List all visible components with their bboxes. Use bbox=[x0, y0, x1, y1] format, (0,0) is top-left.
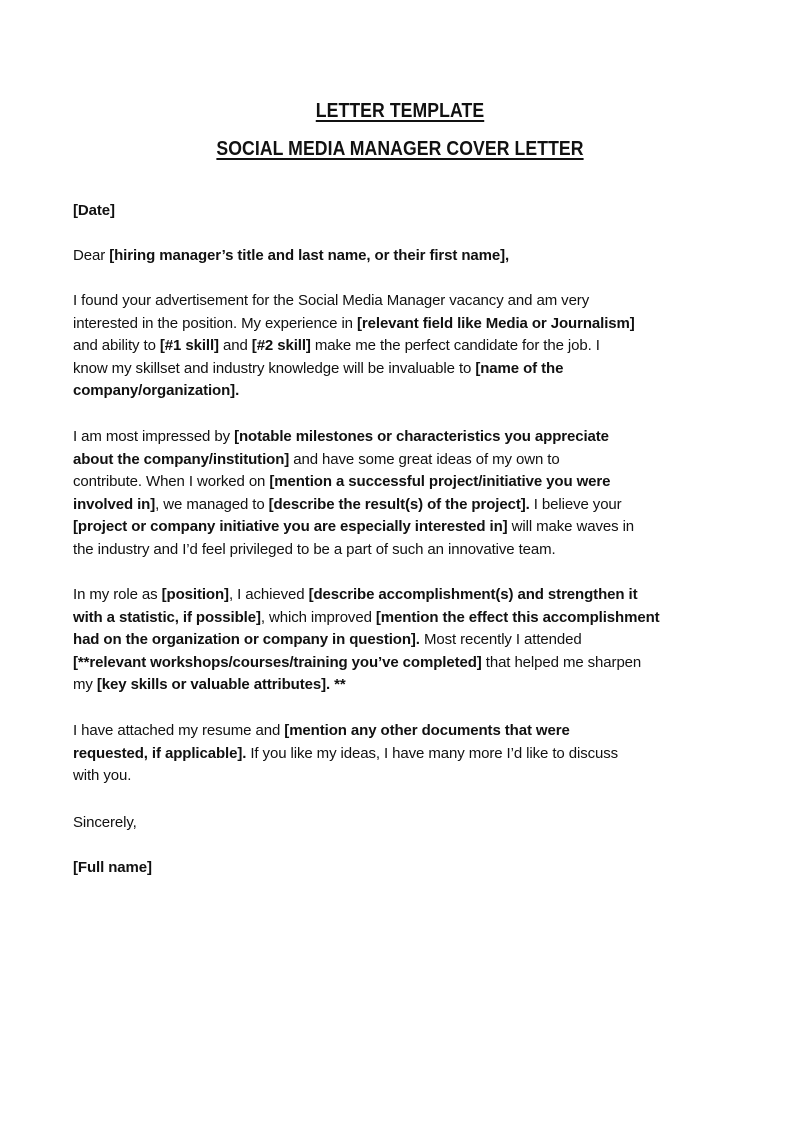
text-line bbox=[73, 471, 733, 494]
salutation bbox=[73, 245, 733, 268]
placeholder-text: [hiring manager’s title and last name, or their first name], bbox=[109, 247, 510, 264]
body-text: make me the perfect candidate for the job. I bbox=[310, 337, 600, 355]
placeholder-text: [describe accomplishment(s) and strengthen it bbox=[308, 586, 638, 603]
date-placeholder bbox=[73, 200, 733, 223]
text-line bbox=[73, 380, 733, 403]
body-text: and have some great ideas of my own to bbox=[289, 450, 560, 468]
paragraph-experience bbox=[73, 584, 733, 697]
closing: Sincerely, bbox=[73, 814, 137, 831]
placeholder-text: [project or company initiative you are especially interested in] bbox=[73, 518, 508, 536]
text-line bbox=[73, 335, 733, 358]
placeholder-text: [#2 skill] bbox=[251, 337, 311, 355]
body-text: will make waves in bbox=[507, 518, 635, 536]
paragraph-intro bbox=[73, 290, 733, 403]
text-line bbox=[73, 765, 733, 788]
placeholder-text: [relevant field like Media or Journalism] bbox=[357, 314, 635, 332]
placeholder-text: with a statistic, if possible] bbox=[73, 608, 261, 626]
document-title: LETTER TEMPLATE bbox=[315, 99, 485, 122]
text-line bbox=[73, 494, 733, 517]
body-text: , which improved bbox=[260, 608, 376, 626]
salutation-line bbox=[73, 245, 733, 268]
body-text: my bbox=[73, 676, 97, 694]
body-text: contribute. When I worked on bbox=[73, 473, 270, 491]
paragraph-company-interest bbox=[73, 426, 733, 562]
placeholder-text: had on the organization or company in question]. bbox=[73, 631, 420, 649]
placeholder-text: involved in] bbox=[73, 495, 156, 513]
placeholder-text: [#1 skill] bbox=[159, 337, 219, 355]
document-subtitle: SOCIAL MEDIA MANAGER COVER LETTER bbox=[216, 137, 584, 160]
body-text: with you. bbox=[73, 767, 132, 785]
body-text: interested in the position. My experience in bbox=[73, 314, 357, 332]
body-text: Dear bbox=[73, 247, 110, 264]
body-text: I am most impressed by bbox=[73, 428, 235, 445]
placeholder-text: [mention a successful project/initiative you were bbox=[269, 473, 611, 491]
text-line bbox=[73, 720, 733, 743]
placeholder-text: [name of the bbox=[475, 359, 564, 377]
text-line bbox=[73, 539, 733, 562]
placeholder-text: [**relevant workshops/courses/training you’ve completed] bbox=[73, 653, 482, 671]
signature-text: [Full name] bbox=[73, 859, 152, 876]
text-line bbox=[73, 358, 733, 381]
placeholder-text: [describe the result(s) of the project]. bbox=[268, 495, 530, 513]
body-text: know my skillset and industry knowledge will be invaluable to bbox=[73, 359, 476, 377]
body-text: Most recently I attended bbox=[419, 631, 582, 649]
text-line bbox=[73, 290, 733, 313]
body-text: that helped me sharpen bbox=[481, 653, 642, 671]
placeholder-text: [key skills or valuable attributes]. ** bbox=[96, 676, 346, 694]
placeholder-text: [notable milestones or characteristics you appreciate bbox=[234, 428, 609, 445]
placeholder-text: [mention the effect this accomplishment bbox=[375, 608, 660, 626]
body-text: In my role as bbox=[73, 586, 162, 603]
signature-placeholder bbox=[73, 857, 733, 880]
placeholder-text: requested, if applicable]. bbox=[73, 744, 247, 762]
text-line bbox=[73, 449, 733, 472]
date-text: [Date] bbox=[73, 202, 115, 219]
body-text: the industry and I’d feel privileged to be a part of such an innovative team. bbox=[73, 540, 556, 558]
text-line bbox=[73, 652, 733, 675]
body-text: and ability to bbox=[73, 337, 160, 355]
text-line bbox=[73, 743, 733, 766]
paragraph-attachments bbox=[73, 720, 733, 788]
placeholder-text: company/organization]. bbox=[73, 382, 240, 400]
placeholder-text: [mention any other documents that were bbox=[284, 722, 570, 739]
placeholder-text: [position] bbox=[161, 586, 229, 603]
text-line bbox=[73, 584, 733, 607]
body-text: , we managed to bbox=[155, 495, 269, 513]
body-text: I believe your bbox=[529, 495, 622, 513]
body-text: I found your advertisement for the Social Media Manager vacancy and am very bbox=[73, 292, 590, 309]
text-line bbox=[73, 516, 733, 539]
text-line bbox=[73, 674, 733, 697]
body-text: , I achieved bbox=[228, 586, 309, 603]
text-line bbox=[73, 313, 733, 336]
body-text: and bbox=[218, 337, 252, 355]
body-text: If you like my ideas, I have many more I’d like to discuss bbox=[246, 744, 619, 762]
text-line bbox=[73, 607, 733, 630]
placeholder-text: about the company/institution] bbox=[73, 450, 290, 468]
text-line bbox=[73, 426, 733, 449]
body-text: I have attached my resume and bbox=[73, 722, 285, 739]
text-line bbox=[73, 629, 733, 652]
